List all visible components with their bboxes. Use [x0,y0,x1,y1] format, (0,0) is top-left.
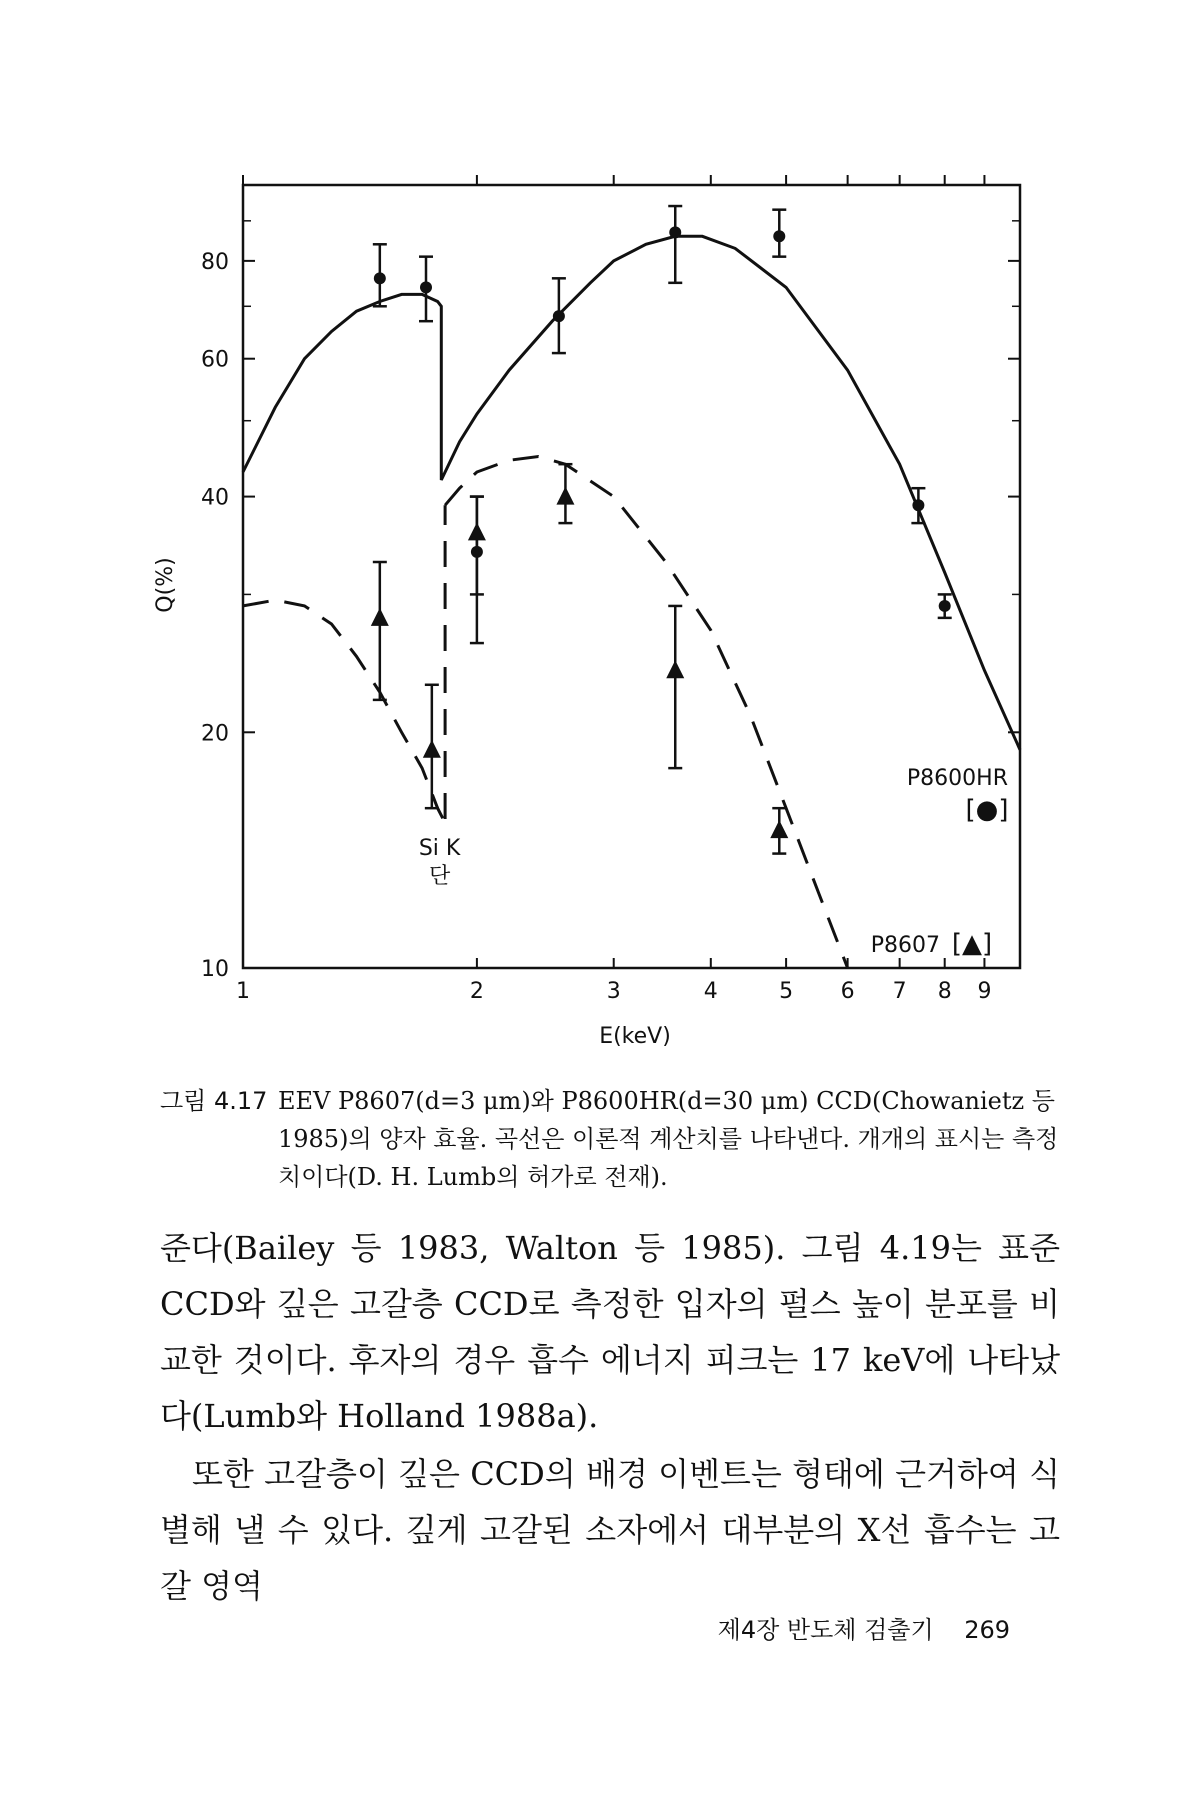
y-tick-label: 10 [201,957,229,982]
point-p8600hr [773,230,785,242]
x-tick-label: 5 [779,979,794,1004]
annotations [419,836,461,889]
point-p8607 [666,660,684,678]
x-tick-label: 9 [977,979,992,1004]
point-p8600hr [420,281,432,293]
body-paragraph-2: 또한 고갈층이 깊은 CCD의 배경 이벤트는 형태에 근거하여 식별해 낼 수 있다. 깊게 고갈된 소자에서 대부분의 X선 흡수는 고갈 영역 [160,1455,1060,1605]
x-tick-label: 4 [703,979,718,1004]
theory-curve-p8607 [243,600,449,830]
point-p8600hr [669,226,681,238]
theory-curve-p8607 [445,457,847,969]
point-p8607 [770,820,788,838]
page-number: 269 [964,1616,1010,1644]
point-p8607 [371,608,389,626]
caption-text: EEV P8607(d=3 μm)와 P8600HR(d=30 μm) CCD(Chowanietz 등 1985)의 양자 효율. 곡선은 이론적 계산치를 나타낸다. 개개의 표시는 측정치이다(D. H. Lumb의 허가로 전재). [278,1087,1059,1191]
x-tick-label: 3 [606,979,621,1004]
y-tick-label: 20 [201,721,229,747]
x-axis-label: E(keV) [599,1024,671,1049]
x-tick-label: 1 [236,979,250,1004]
legend-p8607-symbol: [▲] [951,929,993,959]
point-p8600hr [939,600,951,612]
y-axis-label: Q(%) [153,557,178,613]
x-tick-label: 7 [892,979,907,1004]
point-p8600hr [374,272,386,284]
theory-curves [243,236,1020,968]
legend [871,766,1009,959]
chapter-title: 제4장 반도체 검출기 [717,1616,934,1644]
figure-caption [160,1082,1060,1196]
plot-frame [243,185,1020,968]
si-k-edge-label-2: 단 [428,864,451,889]
x-tick-label: 6 [840,979,855,1004]
si-k-edge-label: Si K [418,836,461,861]
y-axis [201,221,1020,982]
legend-p8600hr-label: P8600HR [906,766,1008,791]
point-p8607 [423,740,441,758]
data-points [371,206,952,854]
point-p8607 [468,522,486,540]
theory-curve-p8600hr [243,236,1020,749]
legend-p8607-label: P8607 [870,933,940,958]
body-paragraph-1: 준다(Bailey 등 1983, Walton 등 1985). 그림 4.19는 표준 CCD와 깊은 고갈층 CCD로 측정한 입자의 펄스 높이 분포를 비교한 것이다. 후자의 경우 흡수 에너지 피크는 17 keV에 나타났다(Lumb와 Holland 1988a). [160,1229,1060,1435]
page-footer [718,1610,1010,1645]
y-tick-label: 60 [201,347,229,373]
x-tick-label: 8 [937,979,952,1004]
caption-label: 그림 4.17 [160,1087,268,1115]
x-tick-label: 2 [469,979,484,1004]
y-tick-label: 80 [201,249,229,275]
point-p8600hr [553,310,565,322]
x-axis [236,175,991,1004]
y-tick-label: 40 [201,485,229,511]
point-p8607 [556,487,574,505]
legend-p8600hr-symbol: [●] [965,795,1009,825]
point-p8600hr [912,499,924,511]
plot-border [243,185,1020,968]
